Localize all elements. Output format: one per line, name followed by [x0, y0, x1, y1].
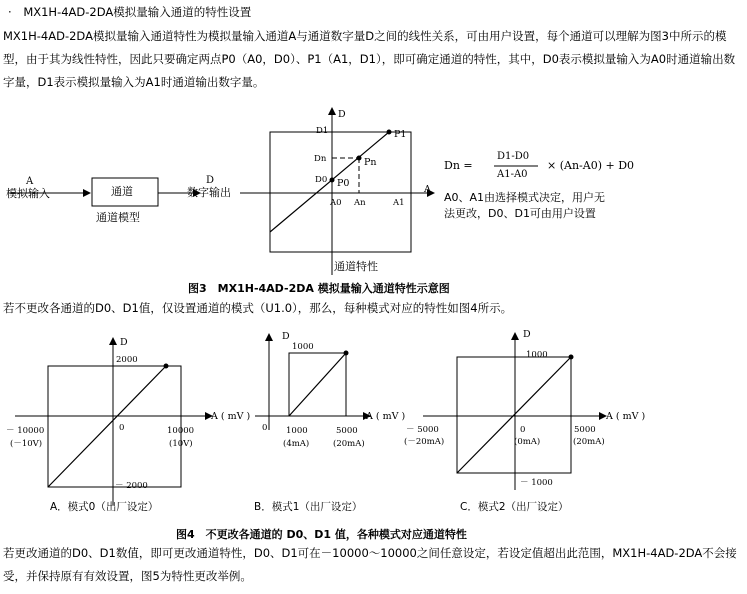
bullet: · [8, 5, 12, 19]
paragraph-2: 若不更改各通道的D0、D1值，仅设置通道的模式（U1.0），那么，每种模式对应的特性如图4所示。 [3, 301, 513, 315]
input-label: 模拟输入 [6, 187, 50, 200]
mode1-top: 1000 [292, 342, 314, 352]
label-an: An [354, 198, 366, 208]
fig3-char-line [270, 132, 389, 232]
mode2-axis-d: D [523, 329, 531, 340]
label-a0: A0 [330, 198, 342, 208]
mode2-left-sub: (－20mA) [404, 437, 445, 447]
channel-char-label: 通道特性 [334, 260, 378, 273]
mode2-origin-sub: (0mA) [514, 437, 541, 447]
fig3-frame [270, 132, 411, 252]
label-p0: P0 [337, 178, 350, 189]
mode1-x1: 5000 [336, 426, 358, 436]
mode0-frame [48, 366, 181, 487]
mode0-right: 10000 [167, 426, 195, 436]
mode0-caption: A．模式0（出厂设定） [50, 501, 159, 513]
label-d0: D0 [315, 175, 328, 185]
mode1-axis-a: A ( mV ) [366, 411, 406, 422]
label-pn: Pn [364, 157, 377, 168]
fig3-note-line2: 法更改，D0、D1可由用户设置 [444, 207, 596, 220]
mode0-axis-d: D [120, 337, 128, 348]
mode0-left-sub: (－10V) [10, 439, 43, 449]
mode1-origin: 0 [262, 423, 268, 433]
mode2-end-point [569, 355, 574, 360]
mode2-origin: 0 [520, 425, 526, 435]
mode1-caption: B．模式1（出厂设定） [254, 501, 363, 513]
mode1-end-point [344, 351, 349, 356]
point-pn [357, 156, 362, 161]
mode0-top: 2000 [116, 355, 138, 365]
mode0-axis-a: A ( mV ) [211, 411, 251, 422]
heading-title: MX1H-4AD-2DA模拟量输入通道的特性设置 [23, 5, 252, 19]
fig3-axis-d: D [338, 109, 346, 120]
paragraph-1: MX1H-4AD-2DA模拟量输入通道特性为模拟量输入通道A与通道数字量D之间的线性关系，可由用户设置，每个通道可以理解为图3中所示的模型，由于其为线性特性，因此只要确定两点P0（A0，D0）、P1（A1，D1），即可确定通道的特性，其中，D0表示模拟量输入为A0时通道输出数字量，D1表示模拟量输入为A1时通道输出数字量。 [3, 29, 736, 89]
mode2-char-line [457, 357, 571, 473]
output-label: 数字输出 [187, 186, 231, 199]
input-letter: A [26, 176, 34, 187]
point-p1 [387, 130, 392, 135]
mode1-x0-sub: (4mA) [283, 439, 310, 449]
mode2-bottom: － 1000 [520, 478, 553, 488]
label-dn: Dn [314, 154, 327, 164]
fig3-axis-a: A [424, 184, 431, 195]
mode2-caption: C．模式2（出厂设定） [460, 501, 569, 513]
formula-numerator: D1-D0 [497, 151, 530, 162]
output-letter: D [206, 175, 215, 186]
label-d1: D1 [316, 126, 329, 136]
fig3-note-line1: A0、A1由选择模式决定，用户无 [444, 191, 606, 204]
mode0-right-sub: (10V) [169, 439, 193, 449]
mode0-origin: 0 [119, 423, 125, 433]
fig3-caption: 图3 MX1H-4AD-2DA 模拟量输入通道特性示意图 [188, 282, 450, 295]
mode0-bottom: － 2000 [115, 481, 148, 491]
mode1-char-line [289, 353, 346, 416]
mode2-top: 1000 [526, 350, 548, 360]
formula-rest: × (An-A0) + D0 [547, 159, 635, 172]
mode2-right-sub: (20mA) [573, 437, 605, 447]
paragraph-3: 若更改通道的D0、D1数值，即可更改通道特性，D0、D1可在－10000～10000之间任意设定，若设定值超出此范围，MX1H-4AD-2DA不会接受，并保持原有有效设置，图5为特性更改举例。 [3, 546, 737, 583]
point-p0 [330, 178, 335, 183]
formula-denominator: A1-A0 [497, 169, 528, 180]
mode2-right: 5000 [574, 425, 596, 435]
mode1-x0: 1000 [286, 426, 308, 436]
fig4-caption: 图4 不更改各通道的 D0、D1 值，各种模式对应通道特性 [176, 528, 467, 541]
mode1-axis-d: D [282, 331, 290, 342]
mode0-end-point [164, 364, 169, 369]
formula-lhs: Dn = [444, 159, 473, 172]
channel-model-label: 通道模型 [96, 211, 140, 224]
label-a1: A1 [393, 198, 405, 208]
mode2-left: － 5000 [406, 425, 439, 435]
mode2-axis-a: A ( mV ) [606, 411, 646, 422]
channel-box-label: 通道 [111, 185, 133, 198]
label-p1: P1 [394, 129, 407, 140]
mode0-char-line [48, 366, 166, 487]
mode1-x1-sub: (20mA) [333, 439, 365, 449]
mode0-left: － 10000 [6, 426, 45, 436]
